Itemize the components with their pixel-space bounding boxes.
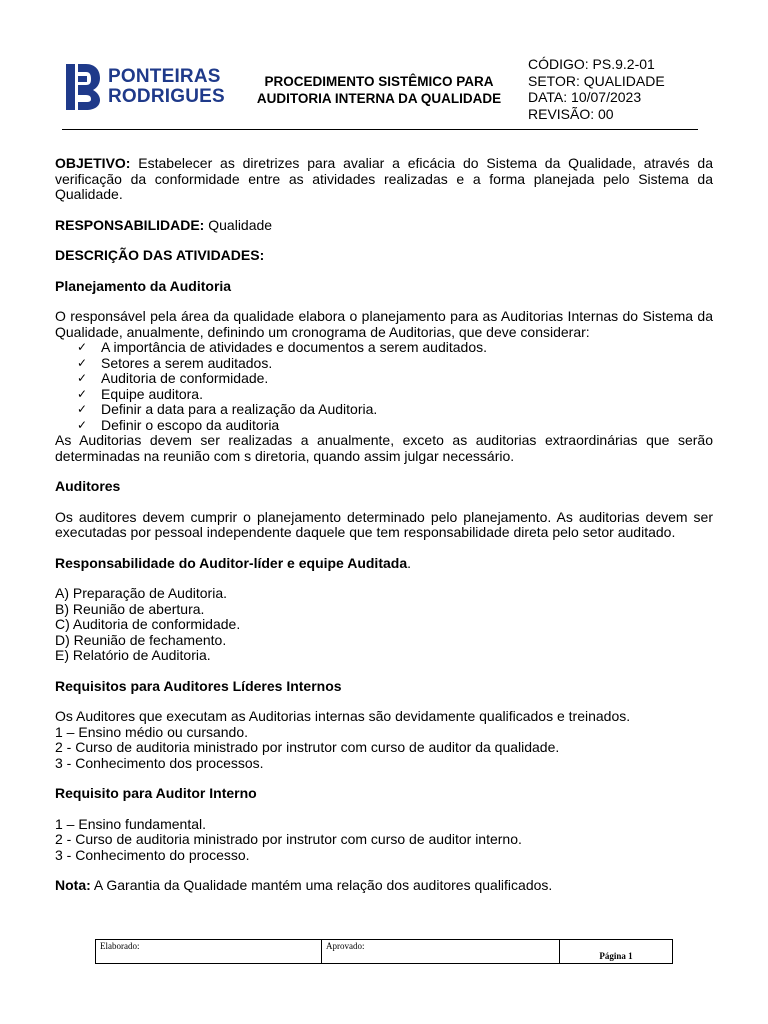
list-item: 3 - Conhecimento do processo. <box>55 846 250 863</box>
title-line2: AUDITORIA INTERNA DA QUALIDADE <box>256 91 502 106</box>
nota-label: Nota: <box>55 877 91 893</box>
planejamento-outro: As Auditorias devem ser realizadas a anualmente, exceto as auditorias extraordinárias que serão determinadas na reunião com s diretoria, quando assim julgar necessário. <box>55 432 713 464</box>
aprovado-label: Aprovado: <box>326 941 365 951</box>
requisito-interno-heading: Requisito para Auditor Interno <box>55 785 257 801</box>
descricao-heading: DESCRIÇÃO DAS ATIVIDADES: <box>55 247 265 263</box>
objetivo-label: OBJETIVO: <box>55 155 131 171</box>
requisito-interno-list <box>55 817 713 864</box>
meta-data: DATA: 10/07/2023 <box>528 89 642 105</box>
list-item: 1 – Ensino médio ou cursando. <box>55 723 249 740</box>
nota-paragraph <box>55 878 713 894</box>
checkmark-icon: ✓ <box>77 386 88 401</box>
requisitos-lideres-list <box>55 725 713 772</box>
title-line1: PROCEDIMENTO SISTÊMICO PARA <box>264 74 494 89</box>
list-item: 3 - Conhecimento dos processos. <box>55 754 264 771</box>
objetivo-text: Estabelecer as diretrizes para avaliar a eficácia do Sistema da Qualidade, através da verificação da conformidade entre as atividades realizadas e a forma planejada pelo Sistema da Qualidade. <box>55 155 714 202</box>
list-item: 1 – Ensino fundamental. <box>55 815 206 832</box>
responsabilidade-auditor-list <box>55 586 713 664</box>
list-item: 2 - Curso de auditoria ministrado por instrutor com curso de auditor da qualidade. <box>55 739 560 755</box>
elaborado-label: Elaborado: <box>100 941 140 951</box>
logo-line2: RODRIGUES <box>108 86 225 107</box>
objetivo-paragraph <box>55 156 713 203</box>
requisitos-lideres-intro: Os Auditores que executam as Auditorias internas são devidamente qualificados e treinados. <box>55 708 631 724</box>
nota-text: A Garantia da Qualidade mantém uma relação dos auditores qualificados. <box>93 877 553 893</box>
responsabilidade-label: RESPONSABILIDADE: <box>55 216 205 233</box>
auditores-heading: Auditores <box>55 478 121 494</box>
meta-revisao: REVISÃO: 00 <box>528 105 614 122</box>
document-body <box>55 156 713 894</box>
list-item: ✓ Auditoria de conformidade. <box>77 370 269 386</box>
checkmark-icon: ✓ <box>77 402 88 416</box>
logo-line1: PONTEIRAS <box>108 66 221 87</box>
logo-text <box>108 67 225 107</box>
page-number-cell <box>560 940 672 963</box>
page-number: Página 1 <box>599 951 633 961</box>
list-item: ✓ Definir o escopo da auditoria <box>77 416 280 433</box>
list-item: C) Auditoria de conformidade. <box>55 616 241 632</box>
checkmark-icon: ✓ <box>77 371 88 385</box>
meta-codigo: CÓDIGO: PS.9.2-01 <box>528 56 655 72</box>
requisitos-lideres-heading: Requisitos para Auditores Líderes Internos <box>55 677 342 694</box>
elaborado-cell <box>96 940 322 963</box>
aprovado-cell <box>322 940 560 963</box>
list-item: 2 - Curso de auditoria ministrado por instrutor com curso de auditor interno. <box>55 831 522 847</box>
document-meta <box>528 56 665 122</box>
checkmark-icon: ✓ <box>77 340 88 354</box>
approval-table <box>95 939 673 964</box>
list-item: ✓ Definir a data para a realização da Auditoria. <box>77 401 378 417</box>
planejamento-heading: Planejamento da Auditoria <box>55 277 232 294</box>
auditores-text: Os auditores devem cumprir o planejamento determinado pelo planejamento. As auditorias devem ser executadas por pessoal independente daquele que tem responsabilidade direta pelo setor auditado. <box>55 508 713 540</box>
list-item: A) Preparação de Auditoria. <box>55 585 227 601</box>
list-item: B) Reunião de abertura. <box>55 600 205 617</box>
checkmark-icon: ✓ <box>77 355 88 370</box>
responsabilidade-text: Qualidade <box>208 216 273 233</box>
responsabilidade-auditor-heading: Responsabilidade do Auditor-líder e equipe Auditada <box>55 554 408 571</box>
responsabilidade-paragraph <box>55 218 713 234</box>
list-item: ✓ A importância de atividades e documentos a serem auditados. <box>77 339 488 355</box>
document-title <box>244 73 514 107</box>
checkmark-icon: ✓ <box>77 417 88 432</box>
planejamento-checklist <box>55 340 713 433</box>
list-item: D) Reunião de fechamento. <box>55 631 227 648</box>
meta-setor: SETOR: QUALIDADE <box>528 72 665 89</box>
planejamento-intro: O responsável pela área da qualidade elabora o planejamento para as Auditorias Internas do Sistema da Qualidade, anualmente, definindo um cronograma de Auditorias, que deve considerar: <box>55 308 713 340</box>
header-divider <box>62 129 698 130</box>
responsabilidade-auditor-heading-line <box>55 556 713 572</box>
list-item: E) Relatório de Auditoria. <box>55 647 211 663</box>
company-logo <box>66 64 240 110</box>
heading-period: . <box>407 554 411 571</box>
logo-mark-icon <box>66 64 100 110</box>
list-item: ✓ Equipe auditora. <box>77 385 203 402</box>
list-item: ✓ Setores a serem auditados. <box>77 354 273 371</box>
